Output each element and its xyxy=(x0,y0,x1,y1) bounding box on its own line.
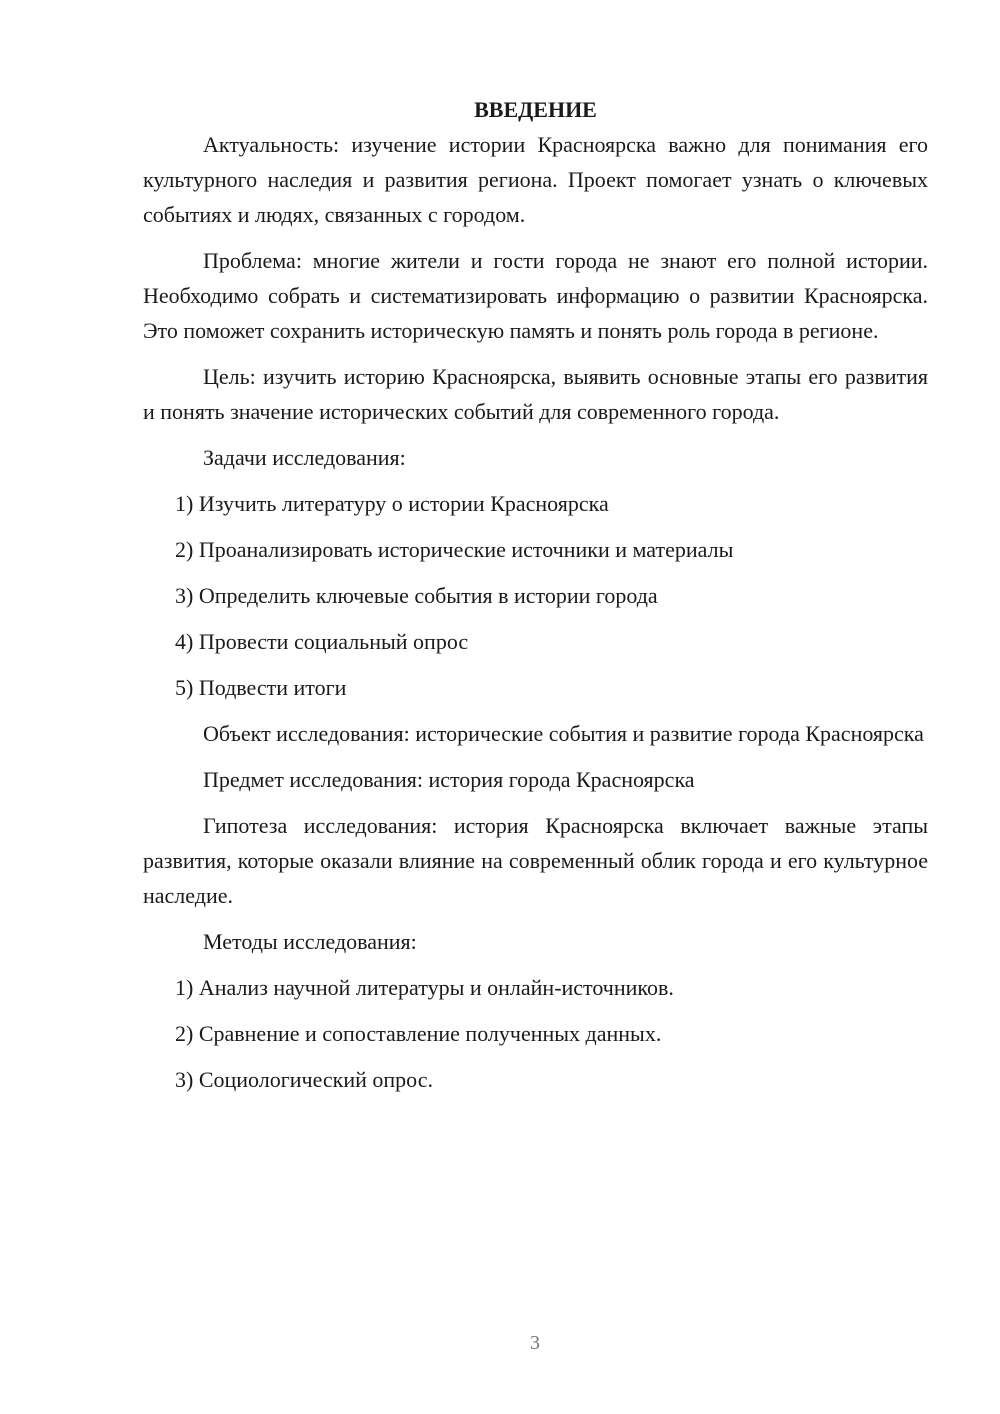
problem-paragraph: Проблема: многие жители и гости города не знают его полной истории. Необходимо собрать и систематизировать информацию о развитии Красноярска. Это поможет сохранить историческую память и понять роль города в регионе. xyxy=(143,248,928,343)
task-item: 5) Подвести итоги xyxy=(175,675,347,700)
page-number: 3 xyxy=(530,1332,540,1354)
task-item: 4) Провести социальный опрос xyxy=(175,629,469,654)
hypothesis-paragraph: Гипотеза исследования: история Красноярска включает важные этапы развития, которые оказали влияние на современный облик города и его культурное наследие. xyxy=(143,813,928,908)
subject-paragraph: Предмет исследования: история города Красноярска xyxy=(203,767,695,792)
tasks-label: Задачи исследования: xyxy=(203,445,406,470)
page-title: ВВЕДЕНИЕ xyxy=(474,97,597,122)
method-item: 2) Сравнение и сопоставление полученных данных. xyxy=(175,1021,662,1046)
object-paragraph: Объект исследования: исторические события и развитие города Красноярска xyxy=(203,721,924,746)
task-item: 1) Изучить литературу о истории Красноярска xyxy=(175,491,609,516)
task-item: 2) Проанализировать исторические источники и материалы xyxy=(175,537,734,562)
goal-paragraph: Цель: изучить историю Красноярска, выявить основные этапы его развития и понять значение исторических событий для современного города. xyxy=(143,364,928,424)
method-item: 3) Социологический опрос. xyxy=(175,1067,433,1092)
task-item: 3) Определить ключевые события в истории города xyxy=(175,583,658,608)
page-content xyxy=(143,92,928,1108)
methods-label: Методы исследования: xyxy=(203,929,417,954)
actuality-paragraph: Актуальность: изучение истории Красноярска важно для понимания его культурного наследия и развития региона. Проект помогает узнать о ключевых событиях и людях, связанных с городом. xyxy=(143,132,928,227)
method-item: 1) Анализ научной литературы и онлайн-источников. xyxy=(175,975,674,1000)
